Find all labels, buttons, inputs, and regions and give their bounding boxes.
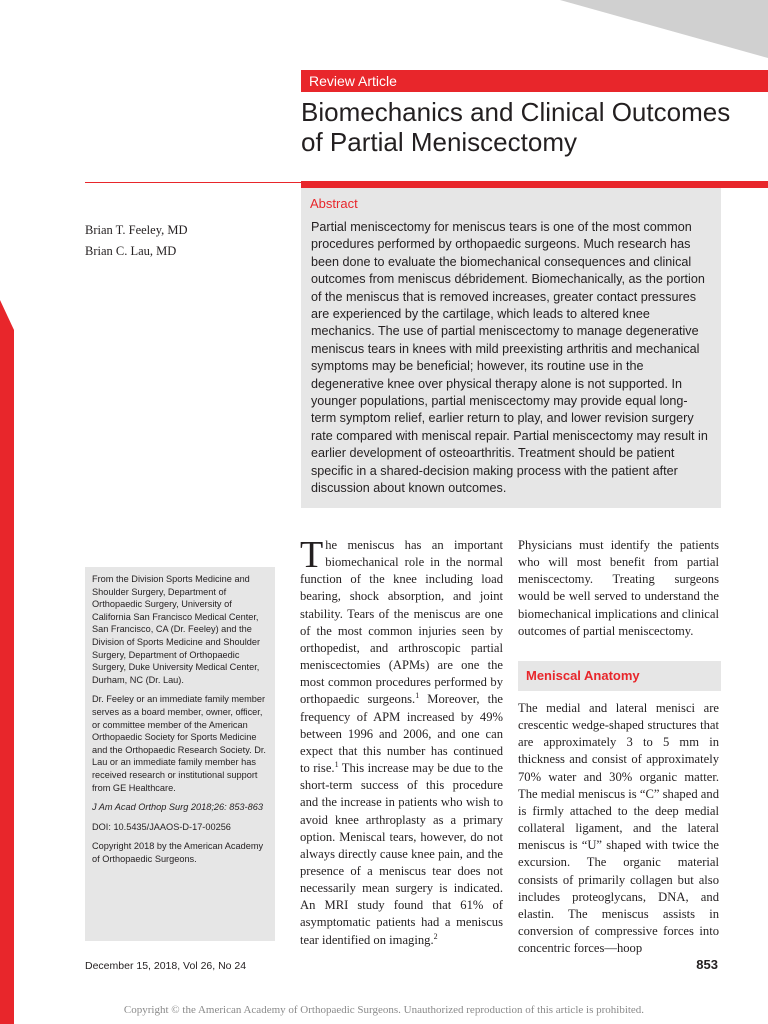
abstract-heading: Abstract [310,196,358,211]
author-name: Brian T. Feeley, MD [85,223,188,237]
body-column-1 [300,534,503,949]
body-paragraph: The medial and lateral menisci are crescentic wedge-shaped structures that are approximately 3 to 5 mm in thickness and consist of approximately 70% water and 30% organic matter. The medial meniscus is “C” shaped and is firmly attached to the deep medial collateral ligament, and the lateral meniscus is “U” shaped with twice the excursion. The organic material consists of primarily collagen but also includes proteoglycans, DNA, and elastin. The meniscus assists in conversion of compressive forces into concentric forces—hoop [518,701,719,956]
abstract-panel [301,188,721,508]
copyright-notice: Copyright © the American Academy of Orthopaedic Surgeons. Unauthorized reproduction of this article is prohibited. [123,1004,645,1016]
section-tag: Review Article [301,70,768,92]
abstract-text: Partial meniscectomy for meniscus tears is one of the most common procedures performed by orthopaedic surgeons. Much research has been done to evaluate the biomechanical consequences and clinical outcomes from meniscus débridement. Biomechanically, as the portion of the meniscus that is removed increases, greater contact pressures are experienced by the cartilage, which leads to altered knee mechanics. The use of partial meniscectomy to manage degenerative meniscus tears in knees with mild preexisting arthritis and mechanical symptoms may be beneficial; however, its routine use in the degenerative knee over physical therapy alone is not supported. In younger populations, partial meniscectomy may provide equal long-term symptom relief, earlier return to play, and lower revision surgery rate compared with meniscal repair. Partial meniscectomy may result in earlier development of osteoarthritis. Treatment should be patient specific in a shared-decision making process with the patient after discussion about known outcomes. [311,220,708,496]
disclosure-note: Dr. Feeley or an immediate family member serves as a board member, owner, officer, or committee member of the American Orthopaedic Society for Sports Medicine and the Orthopaedic Research Society. Dr. Lau or an immediate family member has received research or institutional support from GE Healthcare. [92,694,266,793]
article-title: Biomechanics and Clinical Outcomes of Partial Meniscectomy [301,97,731,157]
body-paragraph: Physicians must identify the patients who will most benefit from partial meniscectomy. Treating surgeons would be well served to understand the biomechanical implications and clinical outcomes of partial meniscectomy. [518,538,719,638]
reference-link[interactable]: 1 [415,691,420,701]
abstract-top-bar [301,181,768,188]
doi-link[interactable]: DOI: 10.5435/JAAOS-D-17-00256 [92,821,231,832]
section-heading: Meniscal Anatomy [518,661,721,691]
article-info-sidebar [85,567,275,941]
body-text: This increase may be due to the short-term success of this procedure and the increase in patients who wish to avoid knee arthroplasty as a primary option. Meniscal tears, however, do not always directly cause knee pain, and the presence of a meniscus tear does not necessarily mean surgery is indicated. An MRI study found that 61% of asymptomatic patients had a meniscus tear identified on imaging. [300,761,503,947]
reference-link[interactable]: 1 [334,759,339,769]
affiliation-note: From the Division Sports Medicine and Shoulder Surgery, Department of Orthopaedic Surgery, University of California San Francisco Medical Center, San Francisco, CA (Dr. Feeley) and the Division of Sports Medicine and Shoulder Surgery, Department of Orthopaedic Surgery, Duke University Medical Center, Durham, NC (Dr. Lau). [92,574,261,685]
page-corner-decoration [0,0,768,60]
author-list [85,220,188,262]
reference-link[interactable]: 2 [433,931,438,941]
body-text: Moreover, the frequency of APM increased by 49% between 1996 and 2006, and one can expect that this number has continued to rise. [300,692,503,776]
body-text: he meniscus has an important biomechanical role in the normal function of the knee including load bearing, shock absorption, and joint stability. Tears of the meniscus are one of the most common injuries seen by orthopedist, and arthroscopic partial meniscectomies (APMs) are one the most common procedures performed by orthopaedic surgeons. [300,538,503,707]
page-number: 853 [696,957,718,972]
journal-citation: J Am Acad Orthop Surg 2018;26: 853-863 [92,802,263,813]
copyright-note: Copyright 2018 by the American Academy of Orthopaedic Surgeons. [92,841,264,864]
issue-date: December 15, 2018, Vol 26, No 24 [85,960,247,972]
divider [85,182,301,183]
left-edge-decoration [0,0,18,1024]
drop-cap: T [300,534,324,576]
author-name: Brian C. Lau, MD [85,244,177,258]
body-column-2-continued [518,700,719,957]
body-column-2 [518,537,719,640]
